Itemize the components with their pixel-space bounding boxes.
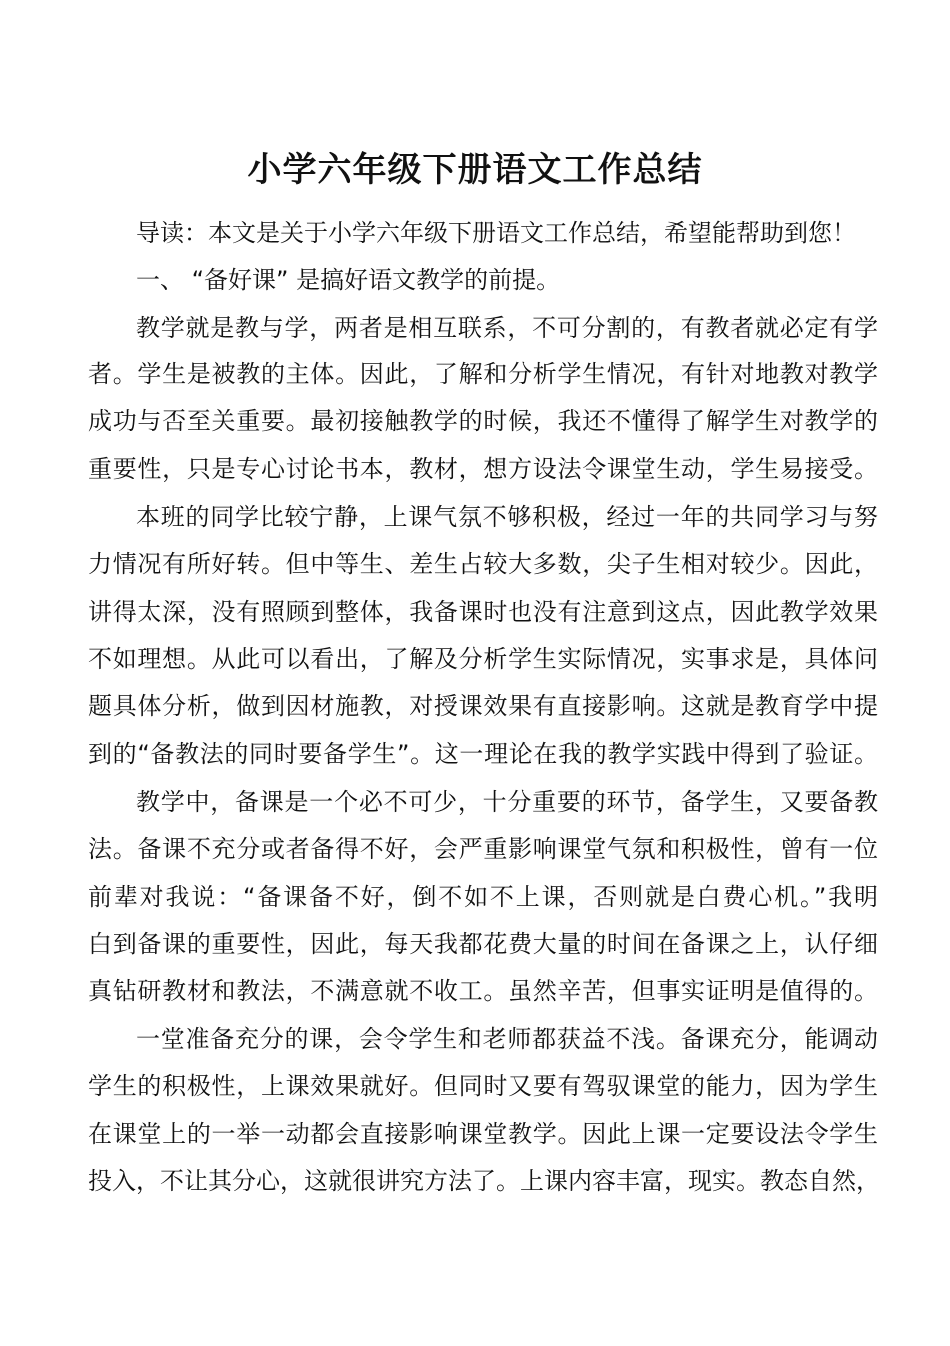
paragraph-line: 教学中，备课是一个必不可少，十分重要的环节，备学生，又要备教 (136, 788, 878, 816)
paragraph-line: 真钻研教材和教法，不满意就不收工。虽然辛苦，但事实证明是值得的。 (88, 977, 878, 1005)
paragraph-line: 本班的同学比较宁静，上课气氛不够积极，经过一年的共同学习与努 (136, 503, 878, 531)
document-title: 小学六年级下册语文工作总结 (247, 150, 703, 190)
paragraph-line: 教学就是教与学，两者是相互联系，不可分割的，有教者就必定有学 (136, 314, 878, 342)
paragraph-line: 一堂准备充分的课，会令学生和老师都获益不浅。备课充分，能调动 (136, 1025, 878, 1053)
paragraph-line: 前辈对我说：“备课备不好，倒不如不上课，否则就是白费心机。”我明 (88, 883, 878, 911)
paragraph-line: 学生的积极性，上课效果就好。但同时又要有驾驭课堂的能力，因为学生 (88, 1072, 878, 1100)
paragraph-line: 投入，不让其分心，这就很讲究方法了。上课内容丰富，现实。教态自然， (88, 1167, 880, 1195)
paragraph-line: 法。备课不充分或者备得不好，会严重影响课堂气氛和积极性，曾有一位 (88, 835, 878, 863)
paragraph-line: 成功与否至关重要。最初接触教学的时候，我还不懂得了解学生对教学的 (88, 407, 878, 435)
paragraph-line: 到的“备教法的同时要备学生”。这一理论在我的教学实践中得到了验证。 (88, 740, 878, 768)
paragraph-line: 者。学生是被教的主体。因此，了解和分析学生情况，有针对地教对教学 (88, 360, 878, 388)
paragraph-line: 在课堂上的一举一动都会直接影响课堂教学。因此上课一定要设法令学生 (88, 1120, 878, 1148)
paragraph-line: 白到备课的重要性，因此，每天我都花费大量的时间在备课之上，认仔细 (88, 930, 878, 958)
section-heading-1: 一、 “备好课” 是搞好语文教学的前提。 (136, 266, 561, 294)
intro-line: 导读：本文是关于小学六年级下册语文工作总结，希望能帮助到您！ (136, 219, 856, 247)
paragraph-line: 不如理想。从此可以看出，了解及分析学生实际情况，实事求是，具体问 (88, 645, 878, 673)
paragraph-line: 讲得太深，没有照顾到整体，我备课时也没有注意到这点，因此教学效果 (88, 598, 878, 626)
paragraph-line: 题具体分析，做到因材施教，对授课效果有直接影响。这就是教育学中提 (88, 692, 878, 720)
paragraph-line: 重要性，只是专心讨论书本，教材，想方设法令课堂生动，学生易接受。 (88, 455, 878, 483)
paragraph-line: 力情况有所好转。但中等生、差生占较大多数，尖子生相对较少。因此， (88, 550, 878, 578)
